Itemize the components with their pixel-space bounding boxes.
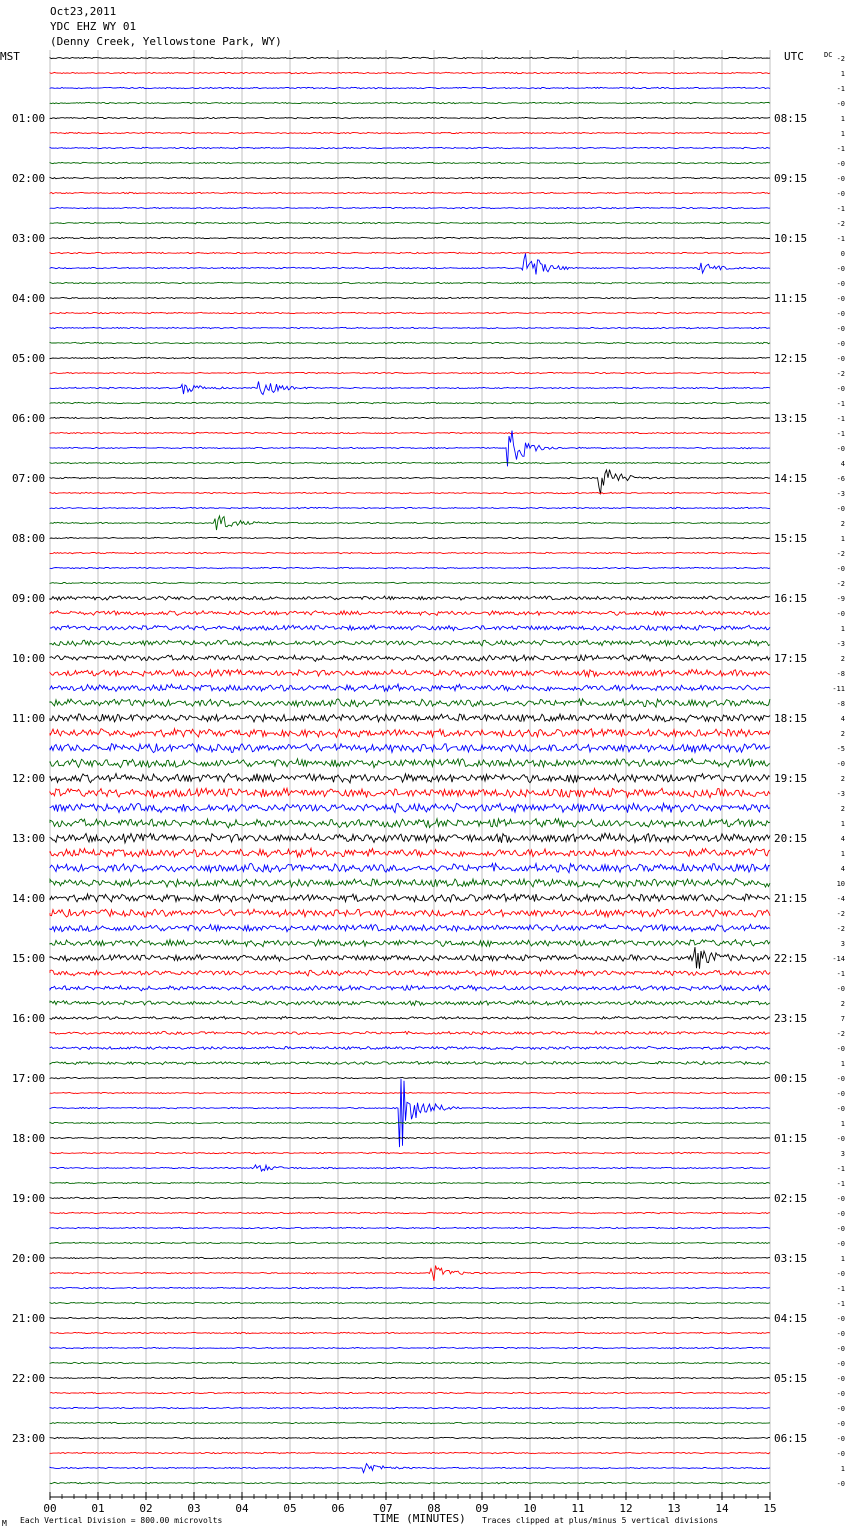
seismic-trace <box>50 582 770 583</box>
x-tick-label: 12 <box>619 1502 633 1515</box>
dc-offset-label: -2 <box>836 580 845 588</box>
dc-offset-label: 4 <box>840 865 845 873</box>
x-tick-label: 01 <box>91 1502 105 1515</box>
utc-hour-label: 18:15 <box>774 712 808 725</box>
dc-offset-label: -0 <box>836 1135 845 1143</box>
dc-offset-label: 2 <box>840 730 845 738</box>
mst-hour-label: 18:00 <box>12 1132 46 1145</box>
seismic-trace <box>50 297 770 298</box>
seismic-trace <box>50 207 770 209</box>
dc-offset-label: 1 <box>840 535 845 543</box>
seismic-trace <box>50 924 770 931</box>
dc-offset-label: -1 <box>836 400 845 408</box>
dc-offset-label: -0 <box>836 445 845 453</box>
utc-hour-label: 00:15 <box>774 1072 808 1085</box>
utc-hour-label: 01:15 <box>774 1132 808 1145</box>
dc-offset-label: -0 <box>836 1315 845 1323</box>
mst-hour-label: 10:00 <box>12 652 46 665</box>
seismic-trace <box>50 848 770 857</box>
x-tick-label: 07 <box>379 1502 393 1515</box>
mst-hour-label: 16:00 <box>12 1012 46 1025</box>
seismic-trace <box>50 803 770 812</box>
seismic-trace <box>50 431 770 467</box>
utc-hour-label: 14:15 <box>774 472 808 485</box>
seismic-trace <box>50 222 770 224</box>
mst-hour-label: 13:00 <box>12 832 46 845</box>
seismic-trace <box>50 1046 770 1049</box>
seismic-trace <box>50 470 770 495</box>
dc-offset-label: -0 <box>836 1450 845 1458</box>
dc-offset-label: -0 <box>836 1240 845 1248</box>
dc-offset-label: 3 <box>840 940 845 948</box>
seismic-trace <box>50 1242 770 1243</box>
seismic-trace <box>50 1266 770 1281</box>
seismic-trace <box>50 1077 770 1078</box>
dc-offset-label: -2 <box>836 220 845 228</box>
x-tick-label: 00 <box>43 1502 57 1515</box>
x-tick-label: 15 <box>763 1502 777 1515</box>
mst-hour-label: 12:00 <box>12 772 46 785</box>
seismic-trace <box>50 237 770 238</box>
dc-offset-label: -0 <box>836 1210 845 1218</box>
dc-offset-label: -1 <box>836 1285 845 1293</box>
dc-offset-label: -1 <box>836 970 845 978</box>
seismic-trace <box>50 1377 770 1378</box>
dc-offset-label: -11 <box>832 685 845 693</box>
seismic-trace <box>50 1302 770 1303</box>
dc-offset-label: -0 <box>836 565 845 573</box>
seismic-trace <box>50 1257 770 1258</box>
dc-offset-label: 1 <box>840 115 845 123</box>
dc-offset-label: -0 <box>836 1090 845 1098</box>
mst-hour-label: 01:00 <box>12 112 46 125</box>
seismic-trace <box>50 537 770 539</box>
seismic-trace <box>50 1317 770 1319</box>
dc-offset-label: -1 <box>836 205 845 213</box>
seismic-trace <box>50 417 770 418</box>
corner-mark: M <box>2 1519 7 1528</box>
seismic-trace <box>50 402 770 403</box>
dc-offset-label: -0 <box>836 1375 845 1383</box>
seismic-trace <box>50 1392 770 1393</box>
dc-offset-label: 1 <box>840 1465 845 1473</box>
dc-offset-label: -0 <box>836 1360 845 1368</box>
right-axis-title: UTC <box>784 50 804 63</box>
dc-offset-label: -3 <box>836 640 845 648</box>
seismic-trace <box>50 252 770 253</box>
dc-offset-label: -5 <box>836 745 845 753</box>
seismic-trace <box>50 516 770 530</box>
seismic-trace <box>50 611 770 616</box>
dc-offset-label: -0 <box>836 1405 845 1413</box>
seismic-trace <box>50 596 770 600</box>
seismic-trace <box>50 1092 770 1093</box>
mst-hour-label: 14:00 <box>12 892 46 905</box>
seismic-trace <box>50 684 770 691</box>
utc-hour-label: 02:15 <box>774 1192 808 1205</box>
dc-offset-label: -0 <box>836 505 845 513</box>
seismic-trace <box>50 774 770 783</box>
dc-offset-label: -0 <box>836 310 845 318</box>
dc-offset-label: -2 <box>836 1030 845 1038</box>
utc-hour-label: 17:15 <box>774 652 808 665</box>
utc-hour-label: 04:15 <box>774 1312 808 1325</box>
dc-offset-label: -1 <box>836 430 845 438</box>
utc-hour-label: 08:15 <box>774 112 808 125</box>
dc-offset-label: -1 <box>836 415 845 423</box>
mst-hour-label: 20:00 <box>12 1252 46 1265</box>
dc-offset-label: -6 <box>836 475 845 483</box>
seismic-trace <box>50 1165 770 1171</box>
utc-hour-label: 05:15 <box>774 1372 808 1385</box>
minute-grid <box>50 50 770 1495</box>
seismic-trace <box>50 625 770 630</box>
mst-hour-label: 05:00 <box>12 352 46 365</box>
dc-offset-label: -0 <box>836 1105 845 1113</box>
dc-offset-label: 2 <box>840 805 845 813</box>
seismic-trace <box>50 1197 770 1199</box>
seismic-trace <box>50 819 770 828</box>
dc-offset-label: -0 <box>836 760 845 768</box>
seismic-trace <box>50 1347 770 1349</box>
dc-offset-label: 4 <box>840 835 845 843</box>
dc-offset-label: 4 <box>840 715 845 723</box>
seismic-trace <box>50 1061 770 1064</box>
dc-offset-label: -0 <box>836 1075 845 1083</box>
dc-offset-label: 0 <box>840 250 845 258</box>
dc-offset-label: 7 <box>840 1015 845 1023</box>
seismic-trace <box>50 87 770 89</box>
seismic-trace <box>50 177 770 179</box>
utc-hour-label: 11:15 <box>774 292 808 305</box>
dc-offset-label: -0 <box>836 1225 845 1233</box>
utc-hour-label: 03:15 <box>774 1252 808 1265</box>
seismic-trace <box>50 1407 770 1408</box>
seismic-trace <box>50 507 770 509</box>
footer-scale-note: Each Vertical Division = 800.00 microvolts <box>20 1516 223 1525</box>
x-tick-label: 14 <box>715 1502 729 1515</box>
footer-clip-note: Traces clipped at plus/minus 5 vertical divisions <box>482 1516 719 1525</box>
seismic-trace <box>50 432 770 433</box>
dc-offset-label: 1 <box>840 1255 845 1263</box>
utc-hour-label: 13:15 <box>774 412 808 425</box>
dc-offset-label: -0 <box>836 385 845 393</box>
dc-offset-label: -3 <box>836 490 845 498</box>
seismic-trace <box>50 788 770 798</box>
seismic-trace <box>50 879 770 888</box>
trace-group <box>50 57 770 1484</box>
seismic-trace <box>50 1482 770 1484</box>
x-tick-label: 10 <box>523 1502 537 1515</box>
dc-axis-title: DC <box>824 51 833 59</box>
seismic-trace <box>50 1332 770 1333</box>
dc-offset-label: -8 <box>836 670 845 678</box>
station-location: (Denny Creek, Yellowstone Park, WY) <box>50 35 282 48</box>
dc-offset-label: -1 <box>836 235 845 243</box>
seismic-trace <box>50 744 770 753</box>
dc-offset-labels <box>832 55 845 1488</box>
x-tick-label: 08 <box>427 1502 441 1515</box>
dc-offset-label: 4 <box>840 460 845 468</box>
dc-offset-label: -0 <box>836 175 845 183</box>
seismic-trace <box>50 552 770 553</box>
seismic-trace <box>50 1182 770 1183</box>
dc-offset-label: -9 <box>836 595 845 603</box>
utc-hour-label: 06:15 <box>774 1432 808 1445</box>
dc-offset-label: -0 <box>836 1195 845 1203</box>
seismic-trace <box>50 382 770 395</box>
seismic-trace <box>50 1122 770 1123</box>
dc-offset-label: -0 <box>836 325 845 333</box>
seismic-trace <box>50 1437 770 1438</box>
dc-offset-label: -0 <box>836 1330 845 1338</box>
dc-offset-label: -0 <box>836 340 845 348</box>
dc-offset-label: -2 <box>836 370 845 378</box>
mst-hour-label: 02:00 <box>12 172 46 185</box>
dc-offset-label: -2 <box>836 925 845 933</box>
dc-offset-label: -0 <box>836 610 845 618</box>
dc-offset-label: 10 <box>836 880 845 888</box>
dc-offset-label: -0 <box>836 1480 845 1488</box>
dc-offset-label: 2 <box>840 655 845 663</box>
dc-offset-label: -0 <box>836 280 845 288</box>
x-tick-label: 02 <box>139 1502 153 1515</box>
utc-hour-label: 12:15 <box>774 352 808 365</box>
dc-offset-label: -0 <box>836 1435 845 1443</box>
utc-hour-label: 16:15 <box>774 592 808 605</box>
dc-offset-label: -0 <box>836 355 845 363</box>
dc-offset-label: -0 <box>836 295 845 303</box>
seismic-trace <box>50 1227 770 1228</box>
dc-offset-label: 1 <box>840 1060 845 1068</box>
dc-offset-label: 2 <box>840 520 845 528</box>
seismic-trace <box>50 909 770 917</box>
dc-offset-label: -2 <box>836 550 845 558</box>
dc-offset-label: -1 <box>836 85 845 93</box>
dc-offset-label: 1 <box>840 130 845 138</box>
seismic-trace <box>50 729 770 738</box>
mst-hour-label: 15:00 <box>12 952 46 965</box>
mst-hour-label: 11:00 <box>12 712 46 725</box>
seismic-trace <box>50 147 770 148</box>
x-tick-label: 13 <box>667 1502 681 1515</box>
dc-offset-label: 2 <box>840 775 845 783</box>
dc-offset-label: -0 <box>836 160 845 168</box>
dc-offset-label: -0 <box>836 1270 845 1278</box>
plot-date: Oct23,2011 <box>50 5 117 18</box>
left-axis-title: MST <box>0 50 20 63</box>
seismic-trace <box>50 1152 770 1154</box>
seismic-trace <box>50 970 770 976</box>
mst-hour-label: 04:00 <box>12 292 46 305</box>
seismic-trace <box>50 372 770 374</box>
dc-offset-label: -0 <box>836 190 845 198</box>
seismic-trace <box>50 1287 770 1288</box>
seismic-trace <box>50 192 770 193</box>
seismic-trace <box>50 655 770 661</box>
dc-offset-label: -1 <box>836 1180 845 1188</box>
seismic-trace <box>50 327 770 328</box>
mst-hour-label: 19:00 <box>12 1192 46 1205</box>
mst-hour-label: 21:00 <box>12 1312 46 1325</box>
seismic-trace <box>50 894 770 902</box>
dc-offset-label: -0 <box>836 1345 845 1353</box>
seismic-trace <box>50 57 770 58</box>
utc-hour-label: 21:15 <box>774 892 808 905</box>
seismic-trace <box>50 254 770 275</box>
mst-hour-label: 08:00 <box>12 532 46 545</box>
seismic-trace <box>50 357 770 358</box>
seismic-trace <box>50 669 770 676</box>
dc-offset-label: -0 <box>836 1045 845 1053</box>
dc-offset-label: 3 <box>840 1150 845 1158</box>
utc-hour-label: 09:15 <box>774 172 808 185</box>
mst-hour-label: 09:00 <box>12 592 46 605</box>
dc-offset-label: 1 <box>840 850 845 858</box>
utc-hour-label: 19:15 <box>774 772 808 785</box>
dc-offset-label: -8 <box>836 700 845 708</box>
dc-offset-label: -0 <box>836 985 845 993</box>
seismic-trace <box>50 162 770 163</box>
x-axis-label: TIME (MINUTES) <box>373 1512 466 1525</box>
seismic-trace <box>50 1362 770 1364</box>
seismic-trace <box>50 940 770 947</box>
seismic-trace <box>50 132 770 133</box>
dc-offset-label: 1 <box>840 70 845 78</box>
seismic-trace <box>50 312 770 313</box>
dc-offset-label: -0 <box>836 1420 845 1428</box>
dc-offset-label: -3 <box>836 790 845 798</box>
utc-hour-label: 15:15 <box>774 532 808 545</box>
seismic-trace <box>50 863 770 872</box>
hour-labels <box>12 112 807 1445</box>
seismic-trace <box>50 699 770 707</box>
seismic-trace <box>50 947 770 969</box>
mst-hour-label: 22:00 <box>12 1372 46 1385</box>
seismic-trace <box>50 640 770 646</box>
dc-offset-label: -0 <box>836 100 845 108</box>
seismic-trace <box>50 1464 770 1473</box>
dc-offset-label: -0 <box>836 265 845 273</box>
seismic-trace <box>50 282 770 284</box>
utc-hour-label: 22:15 <box>774 952 808 965</box>
dc-offset-label: 2 <box>840 1000 845 1008</box>
seismic-trace <box>50 714 770 722</box>
x-tick-label: 11 <box>571 1502 585 1515</box>
dc-offset-label: -2 <box>836 55 845 63</box>
seismic-trace <box>50 1137 770 1138</box>
seismic-trace <box>50 833 770 843</box>
dc-offset-label: -2 <box>836 910 845 918</box>
seismic-trace <box>50 1212 770 1213</box>
x-tick-label: 09 <box>475 1502 489 1515</box>
seismic-trace <box>50 102 770 103</box>
seismic-trace <box>50 342 770 344</box>
mst-hour-label: 23:00 <box>12 1432 46 1445</box>
x-tick-label: 03 <box>187 1502 201 1515</box>
utc-hour-label: 23:15 <box>774 1012 808 1025</box>
seismic-trace <box>50 1452 770 1453</box>
seismic-trace <box>50 1016 770 1019</box>
seismic-trace <box>50 72 770 74</box>
dc-offset-label: -4 <box>836 895 845 903</box>
dc-offset-label: -14 <box>832 955 845 963</box>
x-tick-label: 06 <box>331 1502 345 1515</box>
seismic-trace <box>50 1031 770 1034</box>
seismic-trace <box>50 985 770 990</box>
dc-offset-label: -1 <box>836 1300 845 1308</box>
mst-hour-label: 07:00 <box>12 472 46 485</box>
seismic-trace <box>50 1001 770 1006</box>
seismic-trace <box>50 759 770 768</box>
x-tick-label: 04 <box>235 1502 249 1515</box>
seismic-trace <box>50 117 770 118</box>
seismic-trace <box>50 492 770 493</box>
dc-offset-label: -1 <box>836 145 845 153</box>
utc-hour-label: 10:15 <box>774 232 808 245</box>
seismic-trace <box>50 567 770 568</box>
dc-offset-label: -0 <box>836 1390 845 1398</box>
dc-offset-label: -1 <box>836 1165 845 1173</box>
seismic-trace <box>50 1079 770 1147</box>
dc-offset-label: 1 <box>840 1120 845 1128</box>
mst-hour-label: 17:00 <box>12 1072 46 1085</box>
utc-hour-label: 20:15 <box>774 832 808 845</box>
mst-hour-label: 03:00 <box>12 232 46 245</box>
seismic-trace <box>50 1422 770 1424</box>
mst-hour-label: 06:00 <box>12 412 46 425</box>
dc-offset-label: 1 <box>840 820 845 828</box>
seismic-trace <box>50 462 770 463</box>
station-code: YDC EHZ WY 01 <box>50 20 137 33</box>
x-tick-label: 05 <box>283 1502 297 1515</box>
dc-offset-label: 1 <box>840 625 845 633</box>
